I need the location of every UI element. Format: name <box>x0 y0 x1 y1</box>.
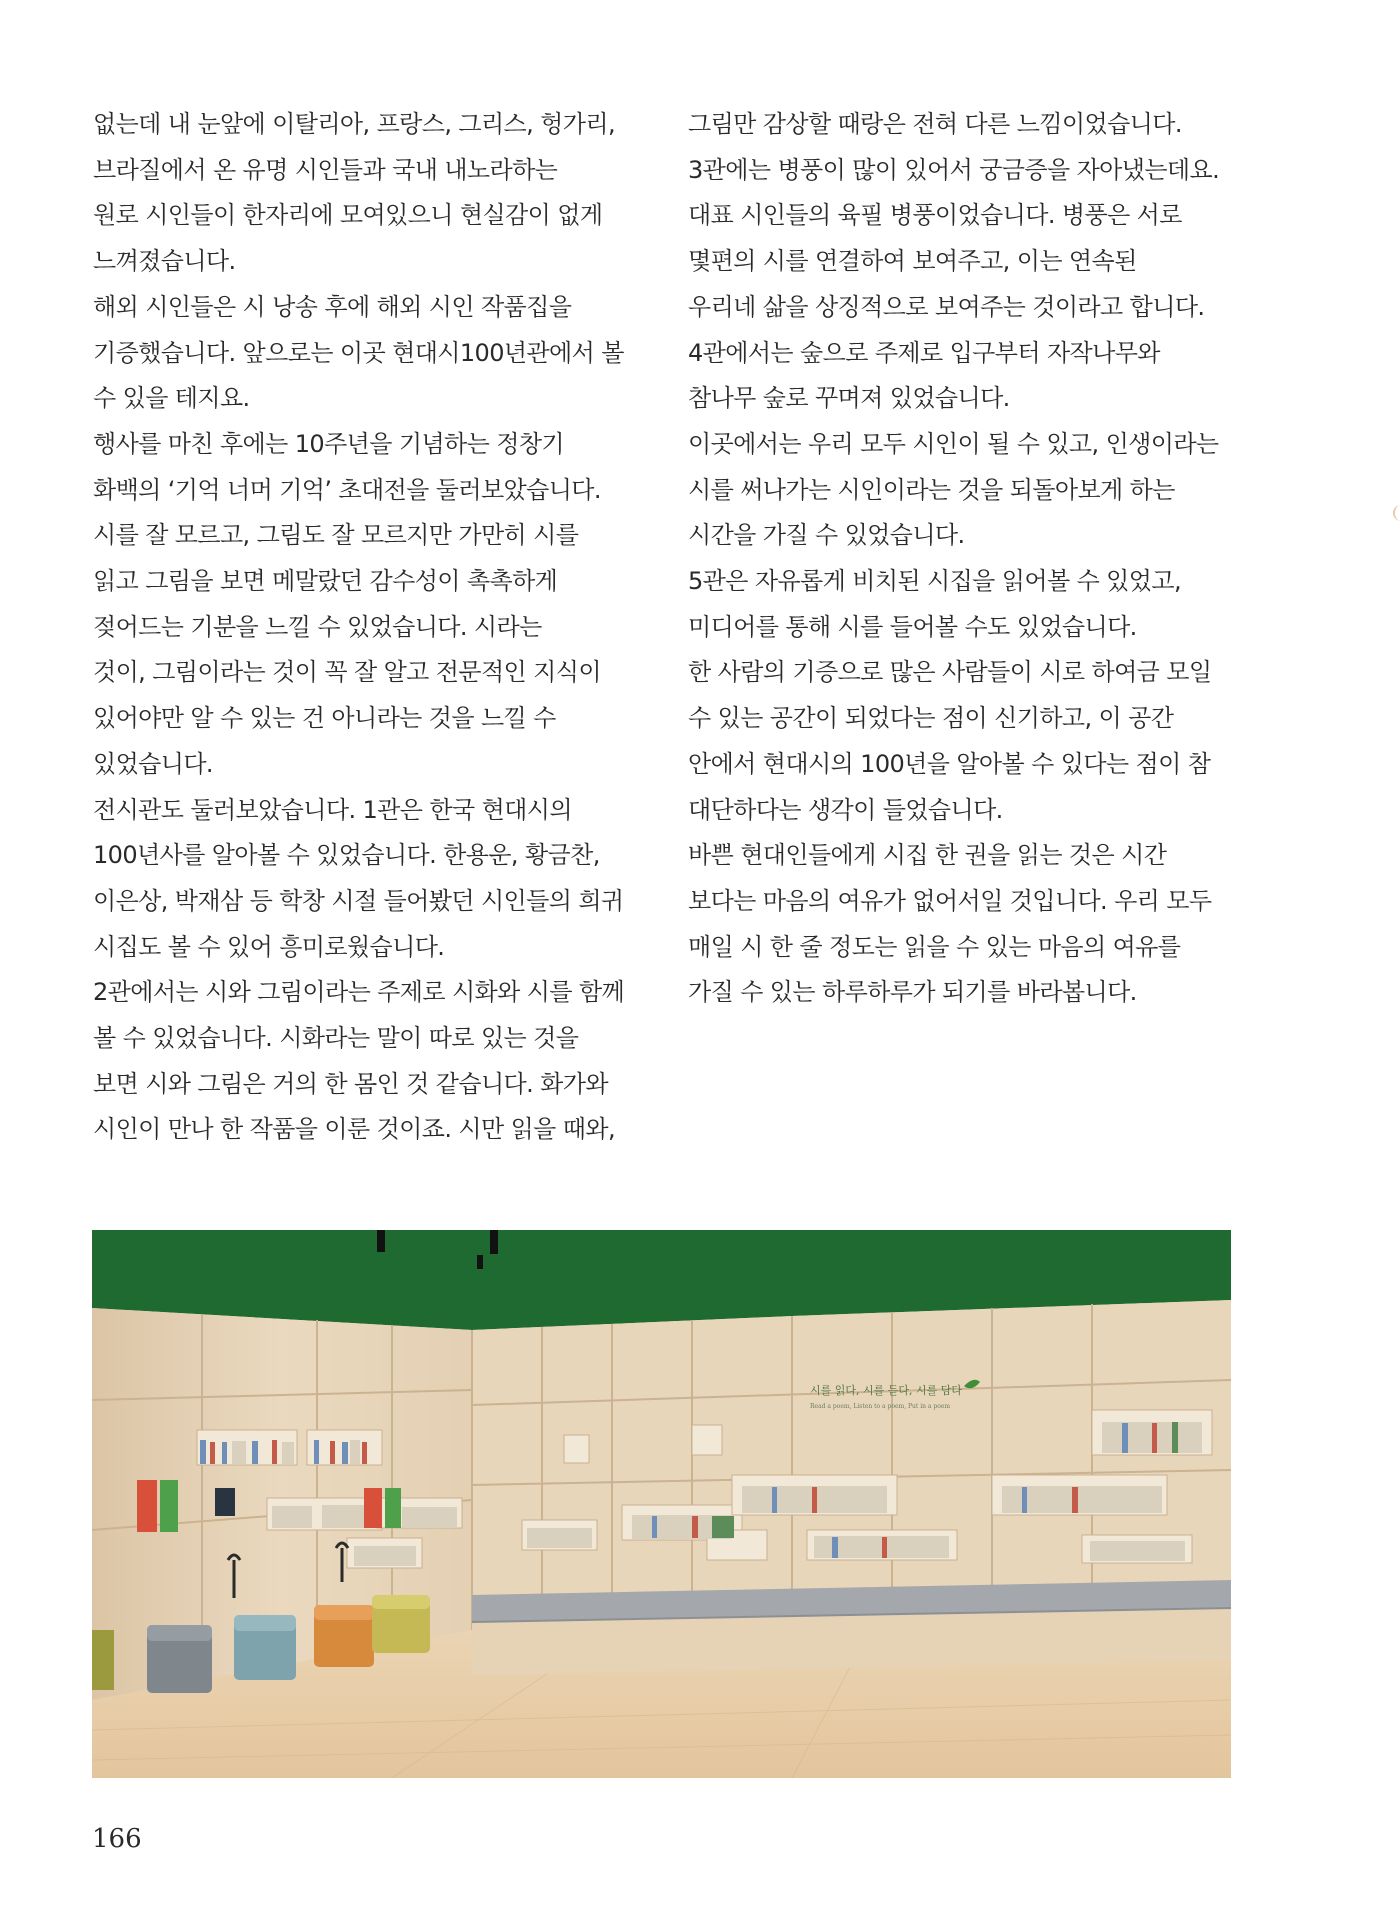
text-line: 해외 시인들은 시 낭송 후에 해외 시인 작품집을 <box>93 292 572 321</box>
display-panel-green-2 <box>385 1488 401 1528</box>
text-line: 그림만 감상할 때랑은 전혀 다른 느낌이었습니다. <box>688 110 1182 138</box>
text-line: 시간을 가질 수 있었습니다. <box>688 521 965 550</box>
text-line: 원로 시인들이 한자리에 모여있으니 현실감이 없게 <box>93 201 603 230</box>
left-text-column <box>93 102 653 1153</box>
text-line: 기증했습니다. 앞으로는 이곳 현대시100년관에서 볼 <box>93 338 624 367</box>
text-line: 5관은 자유롭게 비치된 시집을 읽어볼 수 있었고, <box>688 567 1181 596</box>
text-line: 이곳에서는 우리 모두 시인이 될 수 있고, 인생이라는 <box>688 429 1219 458</box>
text-line: 시를 써나가는 시인이라는 것을 되돌아보게 하는 <box>688 475 1175 504</box>
text-line: 우리네 삶을 상징적으로 보여주는 것이라고 합니다. <box>688 292 1205 321</box>
text-line: 이은상, 박재삼 등 학창 시절 들어봤던 시인들의 희귀 <box>93 886 624 915</box>
text-line: 가질 수 있는 하루하루가 되기를 바라봅니다. <box>688 978 1137 1007</box>
text-line: 브라질에서 온 유명 시인들과 국내 내노라하는 <box>93 155 558 184</box>
text-line: 화백의 ‘기억 너머 기억’ 초대전을 둘러보았습니다. <box>93 475 601 504</box>
display-panel-green <box>160 1480 178 1532</box>
back-wall <box>472 1300 1231 1630</box>
text-line: 전시관도 둘러보았습니다. 1관은 한국 현대시의 <box>93 795 572 824</box>
text-line: 시인이 만나 한 작품을 이룬 것이죠. 시만 읽을 때와, <box>93 1115 615 1144</box>
text-line: 시집도 볼 수 있어 흥미로웠습니다. <box>93 932 445 961</box>
text-line: 바쁜 현대인들에게 시집 한 권을 읽는 것은 시간 <box>688 841 1167 870</box>
page-number: 166 <box>92 1824 142 1854</box>
text-line: 대단하다는 생각이 들었습니다. <box>688 795 1003 824</box>
text-line: 몇편의 시를 연결하여 보여주고, 이는 연속된 <box>688 247 1137 276</box>
text-line: 볼 수 있었습니다. 시화라는 말이 따로 있는 것을 <box>93 1024 579 1053</box>
text-line: 안에서 현대시의 100년을 알아볼 수 있다는 점이 참 <box>688 749 1211 778</box>
text-line: 매일 시 한 줄 정도는 읽을 수 있는 마음의 여유를 <box>688 932 1181 961</box>
exhibition-hall-photo <box>92 1230 1231 1778</box>
text-line: 보다는 마음의 여유가 없어서일 것입니다. 우리 모두 <box>688 886 1212 915</box>
display-panel-red <box>137 1480 157 1532</box>
text-line: 미디어를 통해 시를 들어볼 수도 있었습니다. <box>688 612 1137 641</box>
text-line: 한 사람의 기증으로 많은 사람들이 시로 하여금 모일 <box>688 658 1212 687</box>
text-line: 없는데 내 눈앞에 이탈리아, 프랑스, 그리스, 헝가리, <box>93 110 615 138</box>
text-line: 행사를 마친 후에는 10주년을 기념하는 정창기 <box>93 429 564 458</box>
text-line: 수 있는 공간이 되었다는 점이 신기하고, 이 공간 <box>688 704 1174 733</box>
text-line: 것이, 그림이라는 것이 꼭 잘 알고 전문적인 지식이 <box>93 658 601 687</box>
media-screen <box>215 1488 235 1516</box>
text-line: 있었습니다. <box>93 749 213 778</box>
text-line: 수 있을 테지요. <box>93 384 250 413</box>
text-line: 젖어드는 기분을 느낄 수 있었습니다. 시라는 <box>93 612 542 641</box>
text-line: 참나무 숲로 꾸며져 있었습니다. <box>688 384 1010 413</box>
text-line: 2관에서는 시와 그림이라는 주제로 시화와 시를 함께 <box>93 978 625 1007</box>
right-text-column <box>688 102 1248 1016</box>
text-line: 시를 잘 모르고, 그림도 잘 모르지만 가만히 시를 <box>93 521 579 550</box>
text-line: 느껴졌습니다. <box>93 247 236 276</box>
text-line: 대표 시인들의 육필 병풍이었습니다. 병풍은 서로 <box>688 201 1182 230</box>
text-line: 4관에서는 숲으로 주제로 입구부터 자작나무와 <box>688 338 1160 367</box>
text-line: 읽고 그림을 보면 메말랐던 감수성이 촉촉하게 <box>93 567 558 596</box>
wall-subtext: Read a poem, Listen to a poem, Put in a poem <box>810 1403 951 1410</box>
text-line: 100년사를 알아볼 수 있었습니다. 한용운, 황금찬, <box>93 841 600 870</box>
text-line: 보면 시와 그림은 거의 한 몸인 것 같습니다. 화가와 <box>93 1069 608 1098</box>
wall-text: 시를 읽다, 시를 듣다, 시를 담다 <box>810 1384 962 1397</box>
display-panel-red-2 <box>364 1488 382 1528</box>
text-line: 있어야만 알 수 있는 건 아니라는 것을 느낄 수 <box>93 704 556 733</box>
edge-mark <box>1393 505 1400 521</box>
text-line: 3관에는 병풍이 많이 있어서 궁금증을 자아냈는데요. <box>688 155 1220 184</box>
